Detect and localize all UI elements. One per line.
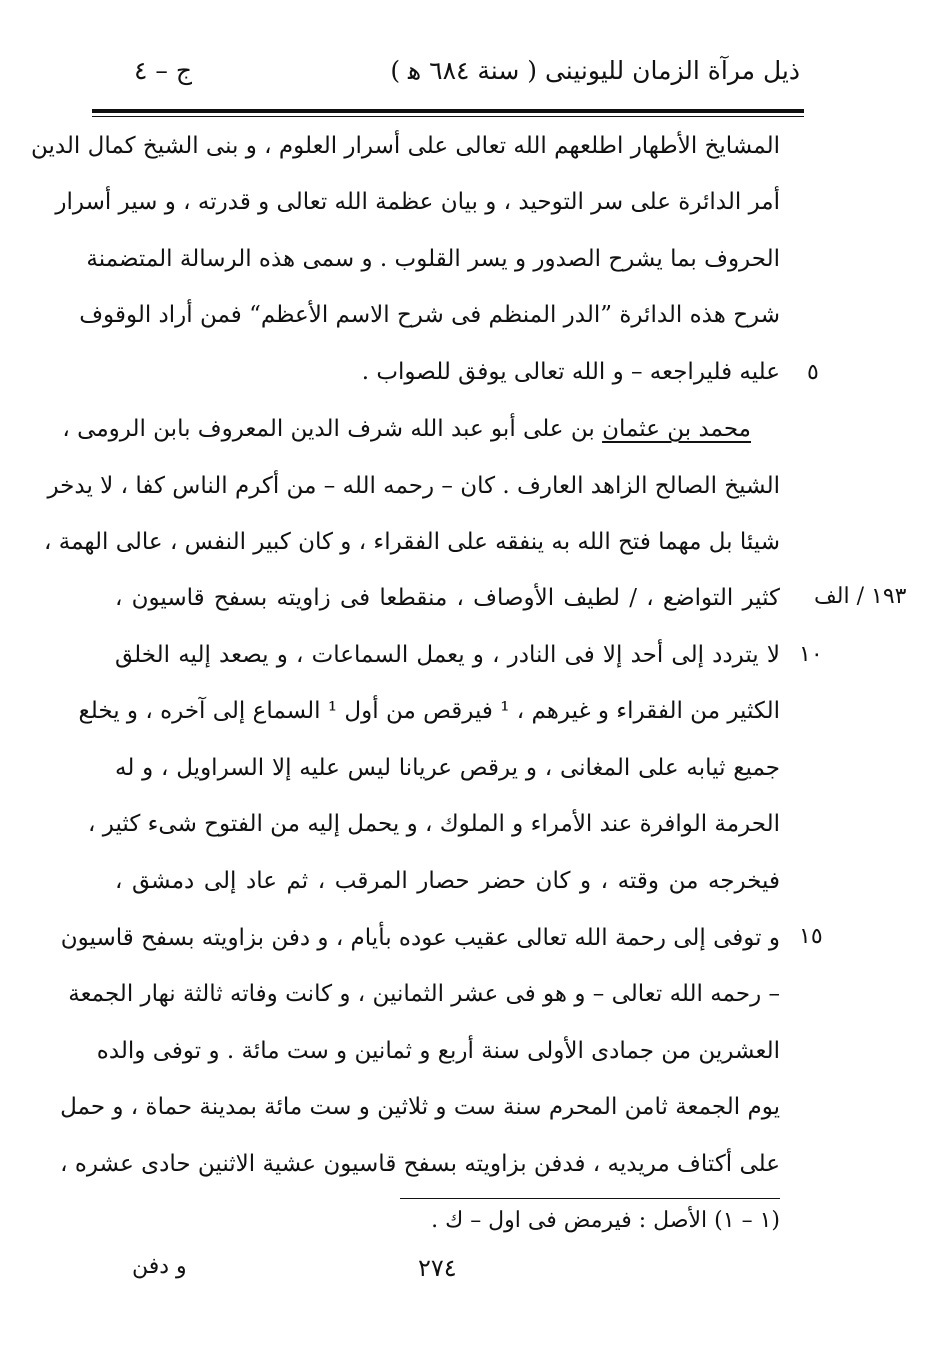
line-number-5: ٥ <box>807 360 819 385</box>
manuscript-folio-note: ١٩٣ / الف <box>814 584 907 609</box>
text-line: شيئا بل مهما فتح الله به ينفقه على الفقراء ، و كان كبير النفس ، عالى الهمة ، <box>44 529 780 555</box>
text-line: شرح هذه الدائرة ”الدر المنظم فى شرح الاسم الأعظم“ فمن أراد الوقوف <box>79 302 780 328</box>
text-line: الحرمة الوافرة عند الأمراء و الملوك ، و يحمل إليه من الفتوح شىء كثير ، <box>88 811 780 837</box>
text-line: عليه فليراجعه – و الله تعالى يوفق للصواب . <box>361 359 780 385</box>
text-line: و توفى إلى رحمة الله تعالى عقيب عوده بأيام ، و دفن بزاويته بسفح قاسيون <box>60 925 780 951</box>
footnote-rule <box>400 1198 780 1199</box>
entry-heading-line <box>62 409 751 449</box>
text-line: الحروف بما يشرح الصدور و يسر القلوب . و سمى هذه الرسالة المتضمنة <box>86 246 780 272</box>
header-title: ذيل مرآة الزمان لليونينى ( سنة ٦٨٤ ﻫ ) <box>390 56 800 85</box>
text-line: لا يتردد إلى أحد إلا فى النادر ، و يعمل السماعات ، و يصعد إليه الخلق <box>115 642 780 668</box>
page-number: ٢٧٤ <box>418 1254 457 1282</box>
catchword: و دفن <box>132 1254 187 1279</box>
header-rule <box>92 109 804 113</box>
text-line: جميع ثيابه على المغانى ، و يرقص عريانا ليس عليه إلا السراويل ، و له <box>115 755 780 781</box>
header-volume: ج – ٤ <box>134 56 192 85</box>
text-line: كثير التواضع ، / لطيف الأوصاف ، منقطعا فى زاويته بسفح قاسيون ، <box>115 585 780 611</box>
text-line: على أكتاف مريديه ، فدفن بزاويته بسفح قاسيون عشية الاثنين حادى عشره ، <box>60 1151 780 1177</box>
text-line: فيخرجه من وقته ، و كان حضر حصار المرقب ، ثم عاد إلى دمشق ، <box>115 868 780 894</box>
text-line: أمر الدائرة على سر التوحيد ، و بيان عظمة الله تعالى و قدرته ، و سير أسرار <box>55 189 780 215</box>
text-line: العشرين من جمادى الأولى سنة أربع و ثمانين و ست مائة . و توفى والده <box>96 1038 780 1064</box>
entry-heading-rest: بن على أبو عبد الله شرف الدين المعروف بابن الرومى ، <box>62 416 595 442</box>
line-number-10: ١٠ <box>799 642 823 667</box>
underlined-name: محمد بن عثمان <box>602 416 751 442</box>
text-line: يوم الجمعة ثامن المحرم سنة ست و ثلاثين و ست مائة بمدينة حماة ، و حمل <box>60 1094 780 1120</box>
line-number-15: ١٥ <box>799 924 823 949</box>
text-line: الكثير من الفقراء و غيرهم ، ¹ فيرقص من أول ¹ السماع إلى آخره ، و يخلع <box>78 698 780 724</box>
text-line: – رحمه الله تعالى – و هو فى عشر الثمانين ، و كانت وفاته ثالثة نهار الجمعة <box>68 981 780 1007</box>
footnote: (١ – ١) الأصل : فيرمض فى اول – ك . <box>431 1208 780 1233</box>
text-line: المشايخ الأطهار اطلعهم الله تعالى على أسرار العلوم ، و بنى الشيخ كمال الدين <box>30 133 780 159</box>
header-rule-thin <box>92 116 804 117</box>
running-header <box>100 52 800 102</box>
text-line: الشيخ الصالح الزاهد العارف . كان – رحمه الله – من أكرم الناس كفا ، لا يدخر <box>47 473 780 499</box>
